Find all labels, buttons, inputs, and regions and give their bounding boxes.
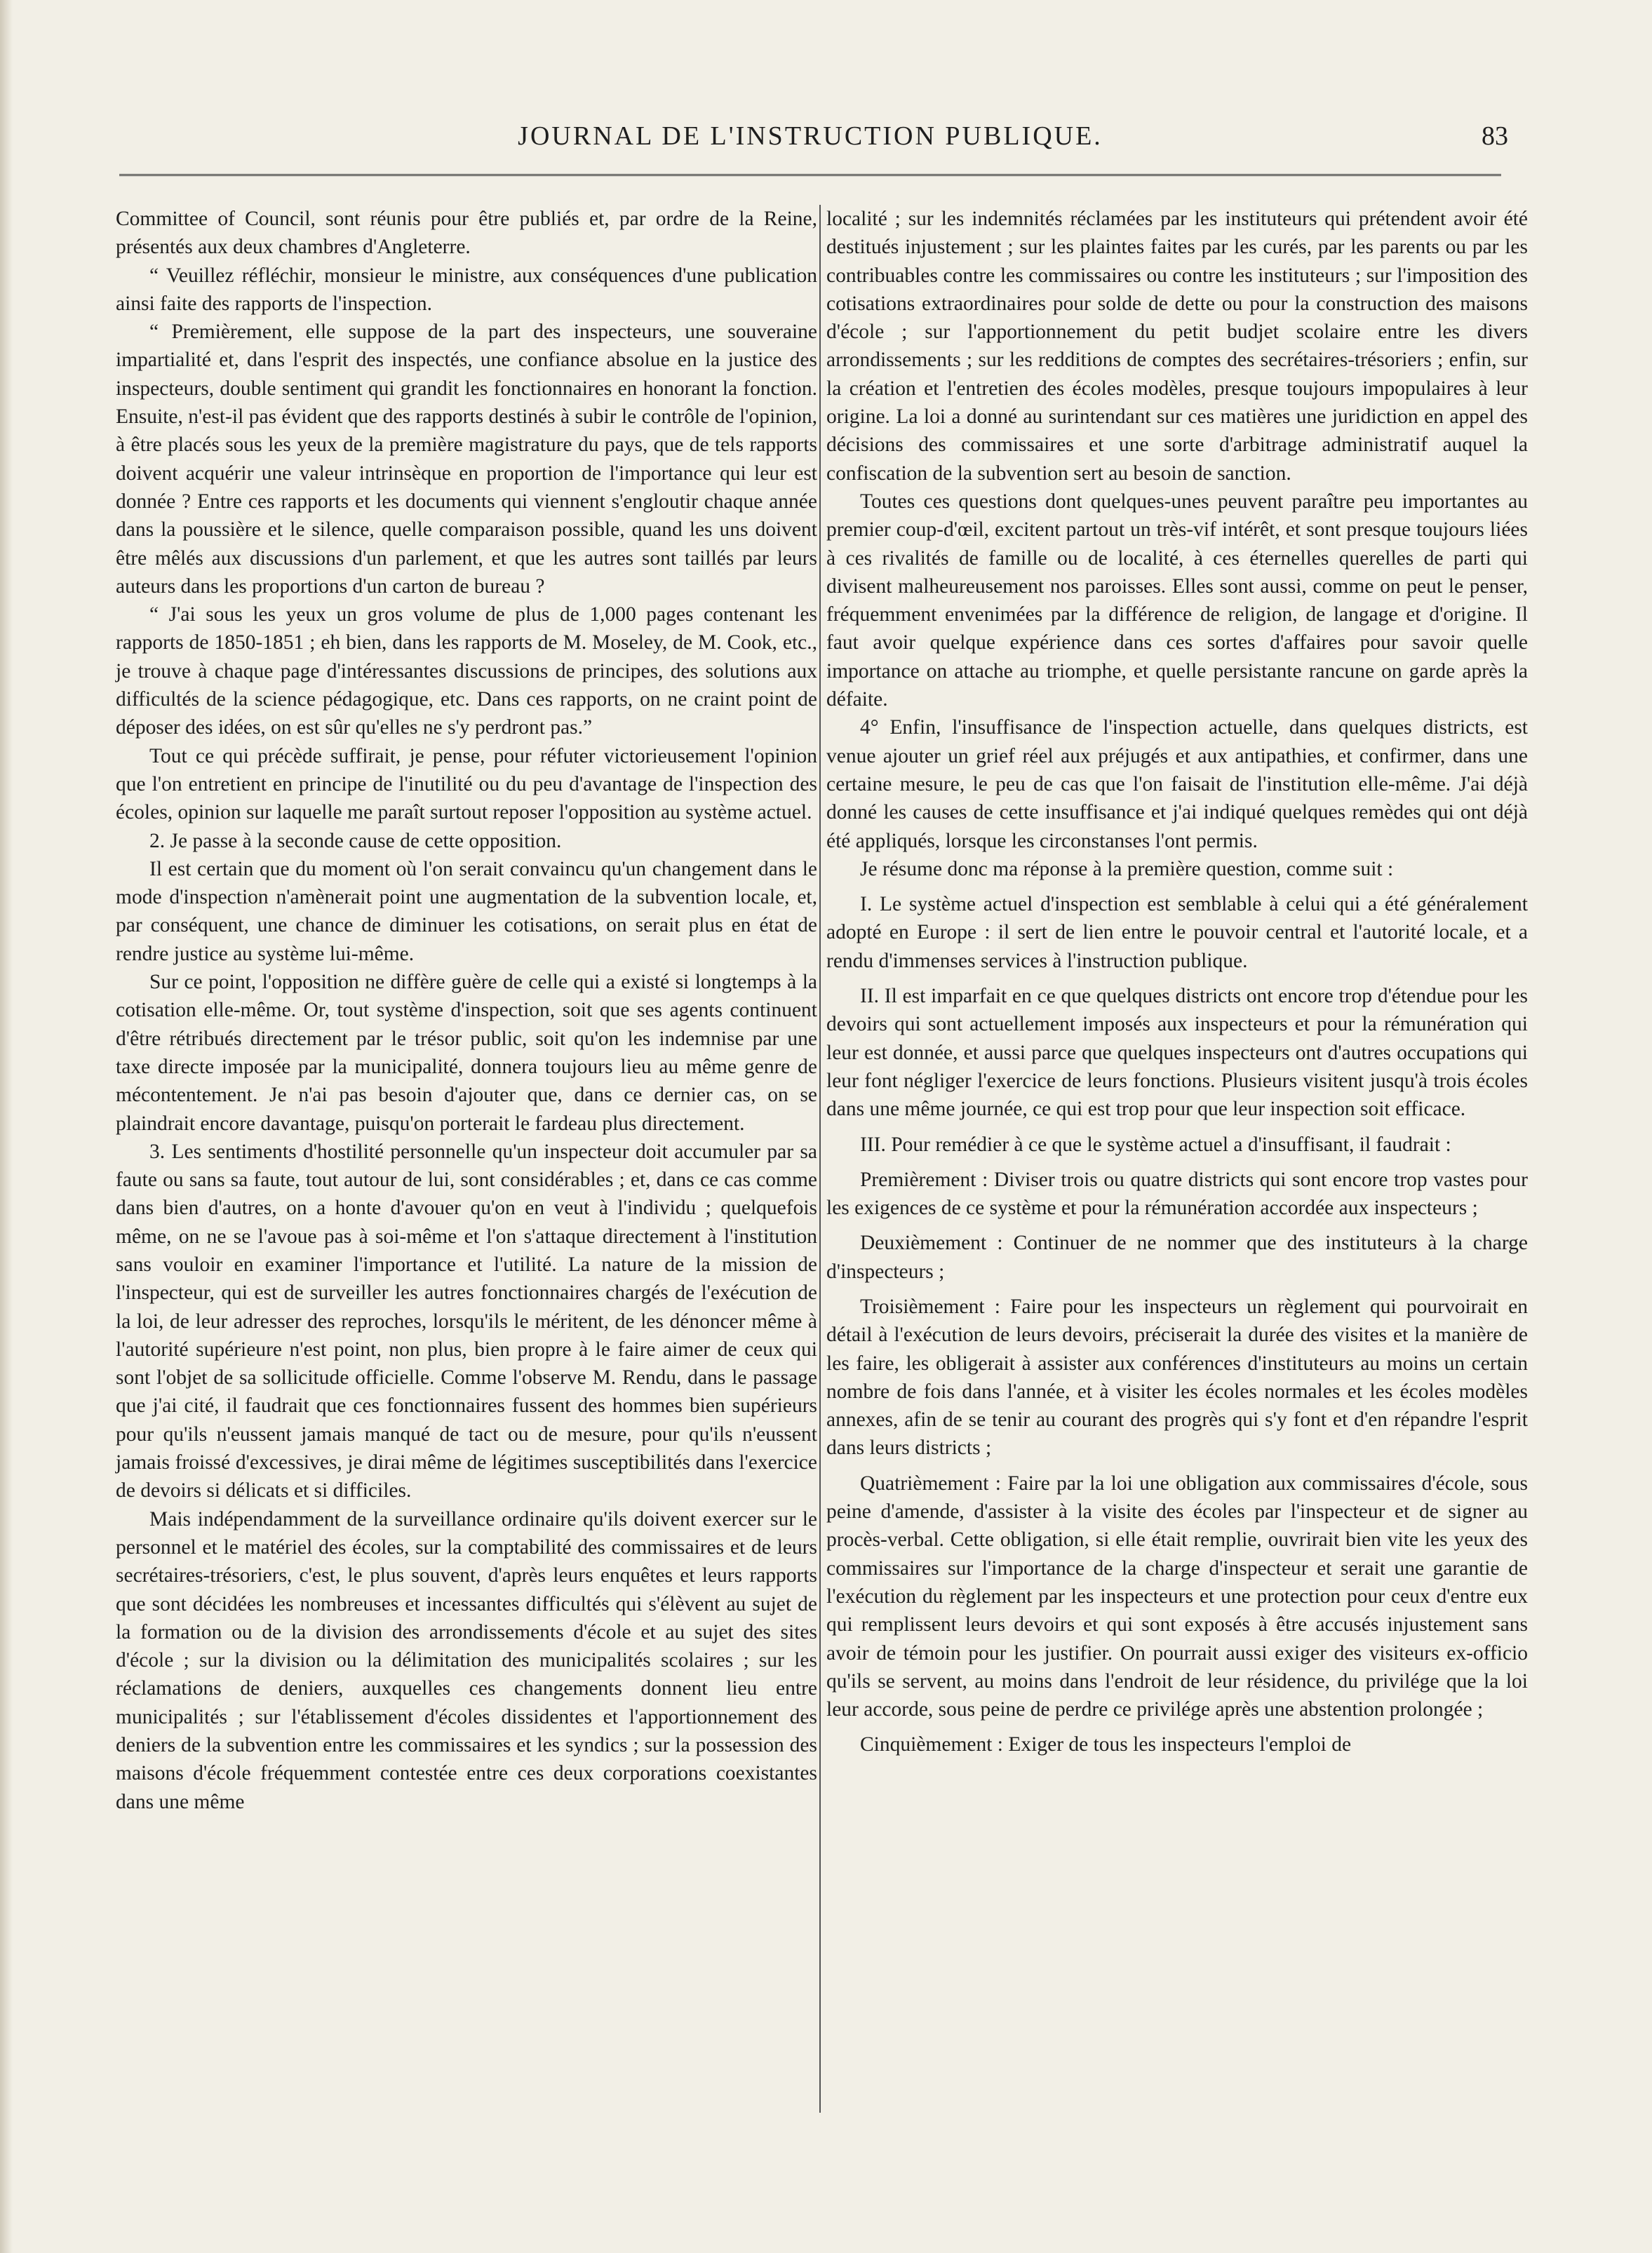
- remedy-item: Quatrièmement : Faire par la loi une obligation aux commissaires d'école, sous peine d'amende, d'assister à la visite des écoles par l'inspecteur et de signer au procès-verbal. Cette obligation, si elle était remplie, ouvrirait bien vite les yeux des commissaires sur l'importance de la charge d'inspecteur et serait une garantie de l'exécution du règlement par les inspecteurs et une protection pour ceux d'entre eux qui remplissent leurs devoirs et qui sont exposés à être accusés injustement sans avoir de témoin pour les justifier. On pourrait aussi exiger des visiteurs ex-officio qu'ils se servent, au moins dans l'endroit de leur résidence, du privilége que la loi leur accorde, sous peine de perdre ce privilége après une abstention prolongée ;: [826, 1472, 1528, 1721]
- left-column: [116, 205, 817, 1816]
- column-divider: [819, 205, 821, 2113]
- paragraph: 2. Je passe à la seconde cause de cette opposition.: [149, 829, 562, 852]
- paragraph: “ Veuillez réfléchir, monsieur le ministre, aux conséquences d'une publication ainsi faite des rapports de l'inspection.: [116, 264, 817, 315]
- remedy-item: Cinquièmement : Exiger de tous les inspecteurs l'emploi de: [860, 1733, 1352, 1756]
- paragraph: Sur ce point, l'opposition ne diffère guère de celle qui a existé si longtemps à la cotisation elle-même. Or, tout système d'inspection, soit que ses agents continuent d'être rétribués directement par le trésor public, soit qu'on les indemnise par une taxe directe imposée par la municipalité, donnera toujours lieu au même genre de mécontentement. Je n'ai pas besoin d'ajouter que, dans ce dernier cas, on se plaindrait encore davantage, puisqu'on porterait le fardeau plus directement.: [116, 971, 817, 1135]
- summary-point: III. Pour remédier à ce que le système actuel a d'insuffisant, il faudrait :: [860, 1133, 1451, 1156]
- paragraph: Tout ce qui précède suffirait, je pense, pour réfuter victorieusement l'opinion que l'on entretient en principe de l'inutilité ou du peu d'avantage de l'inspection des écoles, opinion sur laquelle me paraît surtout reposer l'opposition au système actuel.: [116, 744, 817, 824]
- paragraph: “ J'ai sous les yeux un gros volume de plus de 1,000 pages contenant les rapports de 1850-1851 ; eh bien, dans les rapports de M. Moseley, de M. Cook, etc., je trouve à chaque page d'intéressantes discussions de principes, des solutions aux difficultés de la science pédagogique, etc. Dans ces rapports, on ne craint point de déposer des idées, on est sûr qu'elles ne s'y perdront pas.”: [116, 603, 817, 739]
- summary-point: II. Il est imparfait en ce que quelques districts ont encore trop d'étendue pour les devoirs qui sont actuellement imposés aux inspecteurs et pour la rémunération qui leur est donnée, et aussi parce que quelques inspecteurs ont d'autres occupations qui leur font négliger l'exercice de leurs fonctions. Plusieurs visitent jusqu'à trois écoles dans une même journée, ce qui est trop pour que leur inspection soit efficace.: [826, 985, 1528, 1121]
- paragraph: 3. Les sentiments d'hostilité personnelle qu'un inspecteur doit accumuler par sa faute ou sans sa faute, tout autour de lui, sont considérables ; et, dans ce cas comme dans bien d'autres, on a honte d'avouer qu'on en veut à l'individu ; quelquefois même, on ne se l'avoue pas à soi-même et l'on s'attaque directement à l'institution sans vouloir en examiner l'importance et l'utilité. La nature de la mission de l'inspecteur, qui est de surveiller les autres fonctionnaires chargés de l'exécution de la loi, de leur adresser des reproches, lorsqu'ils le méritent, de les dénoncer même à l'autorité supérieure n'est point, non plus, bien propre à le faire aimer de ceux qui sont l'objet de sa sollicitude officielle. Comme l'observe M. Rendu, dans le passage que j'ai cité, il faudrait que ces fonctionnaires fussent des hommes bien supérieurs pour qu'ils n'eussent jamais manqué de tact ou de mesure, pour qu'ils n'eussent jamais froissé d'excessives, je dirai même de légitimes susceptibilités dans l'exercice de devoirs si délicats et si difficiles.: [116, 1140, 817, 1502]
- paragraph: Toutes ces questions dont quelques-unes peuvent paraître peu importantes au premier coup-d'œil, excitent partout un très-vif intérêt, et sont presque toujours liées à ces rivalités de famille ou de localité, à ces éternelles querelles de parti qui divisent malheureusement nos paroisses. Elles sont aussi, comme on peut le penser, fréquemment envenimées par la différence de religion, de langage et d'origine. Il faut avoir quelque expérience dans ces sortes d'affaires pour savoir quelle importance on attache au triomphe, et quelle persistante rancune on garde après la défaite.: [826, 490, 1528, 711]
- paragraph: Mais indépendamment de la surveillance ordinaire qu'ils doivent exercer sur le personnel et le matériel des écoles, sur la comptabilité des commissaires et de leurs secrétaires-trésoriers, c'est, le plus souvent, d'après leurs enquêtes et leurs rapports que sont décidées les nombreuses et incessantes difficultés qui s'élèvent au sujet de la formation ou de la division des arrondissements d'école et au sujet des sites d'école ; sur la division ou la délimitation des municipalités scolaires ; sur les réclamations de deniers, auxquelles ces changements donnent lieu entre municipalités ; sur l'établissement d'écoles dissidentes et l'apportionnement des deniers de la subvention entre les commissaires et les syndics ; sur la possession des maisons d'école fréquemment contestée entre ces deux corporations coexistantes dans une même: [116, 1507, 817, 1813]
- remedy-item: Troisièmement : Faire pour les inspecteurs un règlement qui pourvoirait en détail à l'exécution de leurs devoirs, préciserait la durée des visites et la manière de les faire, les obligerait à assister aux conférences d'instituteurs au moins un certain nombre de fois dans l'année, et à visiter les écoles normales et les écoles modèles annexes, afin de se tenir au courant des progrès qui s'y font et d'en répandre l'esprit dans leurs districts ;: [826, 1295, 1528, 1460]
- page-header: [112, 121, 1508, 170]
- remedy-item: Deuxièmement : Continuer de ne nommer que des instituteurs à la charge d'inspecteurs ;: [826, 1232, 1528, 1283]
- right-column: [826, 205, 1528, 1759]
- paragraph: localité ; sur les indemnités réclamées par les instituteurs qui prétendent avoir été destitués injustement ; sur les plaintes faites par les curés, par les parents ou par les contribuables contre les commissaires ou contre les instituteurs ; sur l'imposition des cotisations extraordinaires pour solde de dette ou pour la construction des maisons d'école ; sur l'apportionnement du petit budjet scolaire entre les divers arrondissements ; sur les redditions de comptes des secrétaires-trésoriers ; enfin, sur la création et l'entretien des écoles modèles, presque toujours impopulaires à leur origine. La loi a donné au surintendant sur ces matières une juridiction en appel des décisions des commissaires et une sorte d'arbitrage administratif auquel la confiscation de la subvention sert au besoin de sanction.: [826, 208, 1528, 485]
- paragraph: Je résume donc ma réponse à la première question, comme suit :: [860, 857, 1394, 880]
- running-title: JOURNAL DE L'INSTRUCTION PUBLIQUE.: [518, 121, 1103, 151]
- paragraph: 4° Enfin, l'insuffisance de l'inspection actuelle, dans quelques districts, est venue ajouter un grief réel aux préjugés et aux antipathies, et confirmer, dans une certaine mesure, le peu de cas que l'on faisait de l'institution elle-même. J'ai déjà donné les causes de cette insuffisance et j'ai indiqué quelques remèdes qui ont déjà été appliqués, lorsque les circonstanses l'ont permis.: [826, 716, 1528, 852]
- summary-point: I. Le système actuel d'inspection est semblable à celui qui a été généralement adopté en Europe : il sert de lien entre le pouvoir central et l'autorité locale, et a rendu d'immenses services à l'instruction publique.: [826, 893, 1528, 972]
- page-edge-shadow: [0, 0, 13, 2253]
- paragraph: “ Premièrement, elle suppose de la part des inspecteurs, une souveraine impartialité et, dans l'esprit des inspectés, une confiance absolue en la justice des inspecteurs, double sentiment qui grandit les fonctionnaires en honorant la fonction. Ensuite, n'est-il pas évident que des rapports destinés à subir le contrôle de l'opinion, à être placés sous les yeux de la première magistrature du pays, que de tels rapports doivent acquérir une valeur intrinsèque en proportion de l'importance qui leur est donnée ? Entre ces rapports et les documents qui viennent s'engloutir chaque année dans la poussière et le silence, quelle comparaison possible, quand les uns doivent être mêlés aux discussions d'un parlement, et que les autres sont taillés par leurs auteurs dans les proportions d'un carton de bureau ?: [116, 321, 817, 598]
- remedy-item: Premièrement : Diviser trois ou quatre districts qui sont encore trop vastes pour les exigences de ce système et pour la rémunération accordée aux inspecteurs ;: [826, 1168, 1528, 1220]
- page-number: 83: [1482, 121, 1508, 151]
- paragraph: Committee of Council, sont réunis pour être publiés et, par ordre de la Reine, présentés aux deux chambres d'Angleterre.: [116, 208, 817, 259]
- header-rule: [119, 174, 1501, 176]
- paragraph: Il est certain que du moment où l'on serait convaincu qu'un changement dans le mode d'inspection n'amènerait point une augmentation de la subvention locale, et, par conséquent, une chance de diminuer les cotisations, on serait plus en état de rendre justice au système lui-même.: [116, 857, 817, 965]
